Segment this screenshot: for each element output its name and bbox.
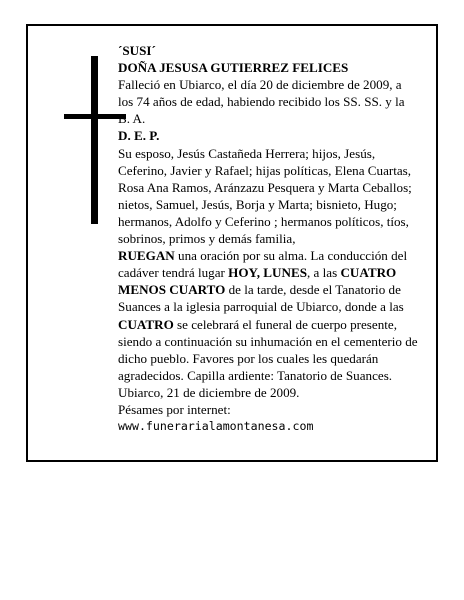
- rip-text: D. E. P.: [118, 128, 160, 144]
- obituary-notice: [26, 24, 438, 462]
- funeral-hour-text: CUATRO: [118, 316, 174, 332]
- hour-text: CUATRO MENOS CUARTO: [118, 265, 397, 298]
- condolences-label: Pésames por internet:: [118, 401, 231, 417]
- funeral-request: RUEGAN una oración por su alma. La conducción del cadáver tendrá lugar HOY, LUNES, a las CUATRO MENOS CUARTO de la tarde, desde el Tanatorio de Suances a la iglesia parroquial de Ubiarco, donde a las CUATRO se celebrará el funeral de cuerpo presente, siendo a continuación su inhumación en el cementerio de dicho pueblo. Favores por los cuales les quedarán agradecidos. Capilla ardiente: Tanatorio de Suances.: [118, 248, 418, 383]
- place-date: Ubiarco, 21 de diciembre de 2009.: [118, 384, 300, 400]
- website-link[interactable]: www.funerarialamontanesa.com: [118, 419, 314, 434]
- today-text: HOY, LUNES: [228, 265, 307, 281]
- deceased-name: DOÑA JESUSA GUTIERREZ FELICES: [118, 60, 349, 76]
- nickname: ´SUSI´: [118, 43, 156, 58]
- death-info: Falleció en Ubiarco, el día 20 de diciembre de 2009, a los 74 años de edad, habiendo recibido los SS. SS. y la B. A.: [118, 77, 405, 127]
- obituary-text: [118, 42, 418, 435]
- ruegan-text: RUEGAN: [118, 248, 175, 264]
- family-list: Su esposo, Jesús Castañeda Herrera; hijos, Jesús, Ceferino, Javier y Rafael; hijas políticas, Elena Cuartas, Rosa Ana Ramos, Aránzazu Pesquera y Marta Ceballos; nietos, Samuel, Jesús, Borja y Marta; bisnieto, Hugo; hermanos, Adolfo y Ceferino ; hermanos políticos, tíos, sobrinos, primos y demás familia,: [118, 145, 412, 247]
- cross-icon: [64, 56, 126, 224]
